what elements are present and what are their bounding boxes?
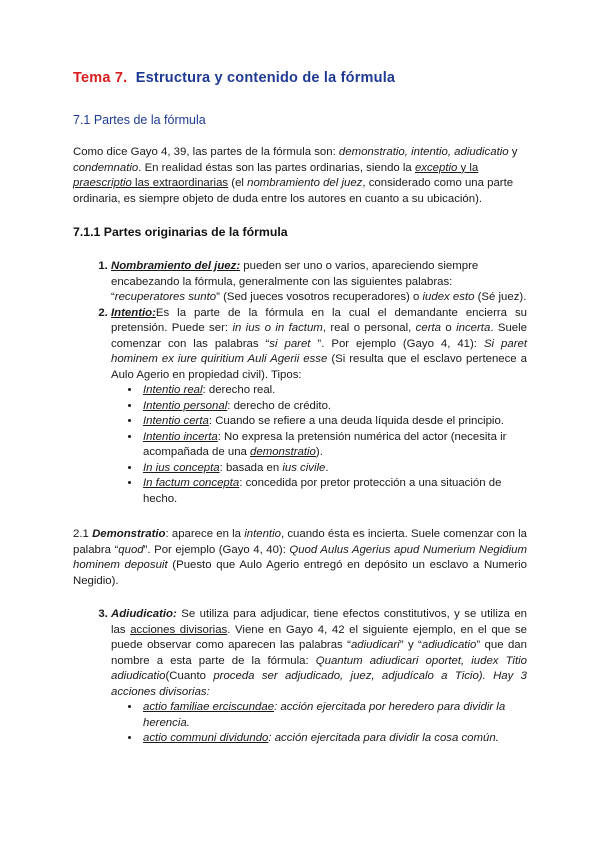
section-heading-7-1-1: 7.1.1 Partes originarias de la fórmula (73, 225, 288, 239)
intentio-types-list (111, 383, 527, 507)
title-text: Estructura y contenido de la fórmula (135, 70, 396, 86)
parts-list (73, 259, 527, 507)
item-label: Adiudicatio: (111, 608, 177, 620)
list-item: • Intentio incerta: No expresa la pretensión numérica del actor (necesita ir acompañada de una demonstratio). (141, 430, 527, 461)
list-item: • Intentio real: derecho real. (141, 383, 527, 399)
list-item-nombramiento: 1. Nombramiento del juez: pueden ser uno o varios, apareciendo siempre encabezando la fórmula, generalmente con las siguientes palabras: “recuperatores sunto” (Sed jueces vosotros recuperadores) o iudex esto (Sé juez). (111, 259, 527, 306)
list-item: • actio communi dividundo: acción ejercitada para dividir la cosa común. (141, 731, 527, 747)
demonstratio-label: Demonstratio (92, 528, 166, 540)
item-label: Intentio: (111, 306, 156, 319)
page-title (73, 70, 527, 86)
parts-list-continued (73, 607, 527, 747)
list-item-intentio: 2. Intentio:Es la parte de la fórmula en la cual el demandante encierra su pretensión. Puede ser: in ius o in factum, real o personal, certa o incerta. Suele comenzar con las palabras “si paret ”. Por ejemplo (Gayo 4, 41): Si paret hominem ex iure quiritium Auli Agerii esse (Si resulta que el esclavo pertenece a Aulo Agerio en propiedad civil). Tipos: • Intentio real: derecho real. • Intentio personal: derecho de crédito. • Intentio certa: Cuando se refiere a una deuda líquida desde el principio. • Intentio incerta: No expresa la pretensión numérica del actor (necesita ir acompañada de una demonstratio). • In ius concepta: basada en ius civile. • In factum concepta: concedida por pretor protección a una situación de hecho. (111, 306, 527, 508)
list-item: • In factum concepta: concedida por pretor protección a una situación de hecho. (141, 476, 527, 507)
list-item: • Intentio personal: derecho de crédito. (141, 399, 527, 415)
list-item: • actio familiae erciscundae: acción ejercitada por heredero para dividir la herencia. (141, 700, 527, 731)
item-label: Nombramiento del juez: (111, 260, 241, 272)
demonstratio-paragraph: 2.1 Demonstratio: aparece en la intentio, cuando ésta es incierta. Suele comenzar con la palabra “quod”. Por ejemplo (Gayo 4, 40): Quod Aulus Agerius apud Numerium Negidium hominem deposuit (Puesto que Aulo Agerio entregó en depósito un esclavo a Numerio Negidio). (73, 528, 528, 587)
list-item-adiudicatio: 3. Adiudicatio: Se utiliza para adjudicar, tiene efectos constitutivos, y se utiliza en las acciones divisorias. Viene en Gayo 4, 42 el siguiente ejemplo, en el que se puede observar como aparecen las palabras “adiudicari” y “adiudicatio” que dan nombre a esta parte de la fórmula: Quantum adiudicari oportet, iudex Titio adiudicatio(Cuanto proceda ser adjudicado, juez, adjudícalo a Ticio). Hay 3 acciones divisorias: • actio familiae erciscundae: acción ejercitada por heredero para dividir la herencia. • actio communi dividundo: acción ejercitada para dividir la cosa común. (111, 607, 527, 747)
section-heading-7-1: 7.1 Partes de la fórmula (73, 113, 206, 127)
list-item: • In ius concepta: basada en ius civile. (141, 461, 527, 477)
title-tema: Tema 7. (73, 70, 128, 86)
intro-paragraph: Como dice Gayo 4, 39, las partes de la fórmula son: demonstratio, intentio, adiudicatio y condemnatio. En realidad éstas son las partes ordinarias, siendo la exceptio y la praescriptio las extraordinarias (el nombramiento del juez, considerado como una parte ordinaria, es siempre objeto de duda entre los autores en cuanto a su ubicación). (73, 146, 518, 205)
list-item: • Intentio certa: Cuando se refiere a una deuda líquida desde el principio. (141, 414, 527, 430)
divisorias-list (111, 700, 527, 747)
